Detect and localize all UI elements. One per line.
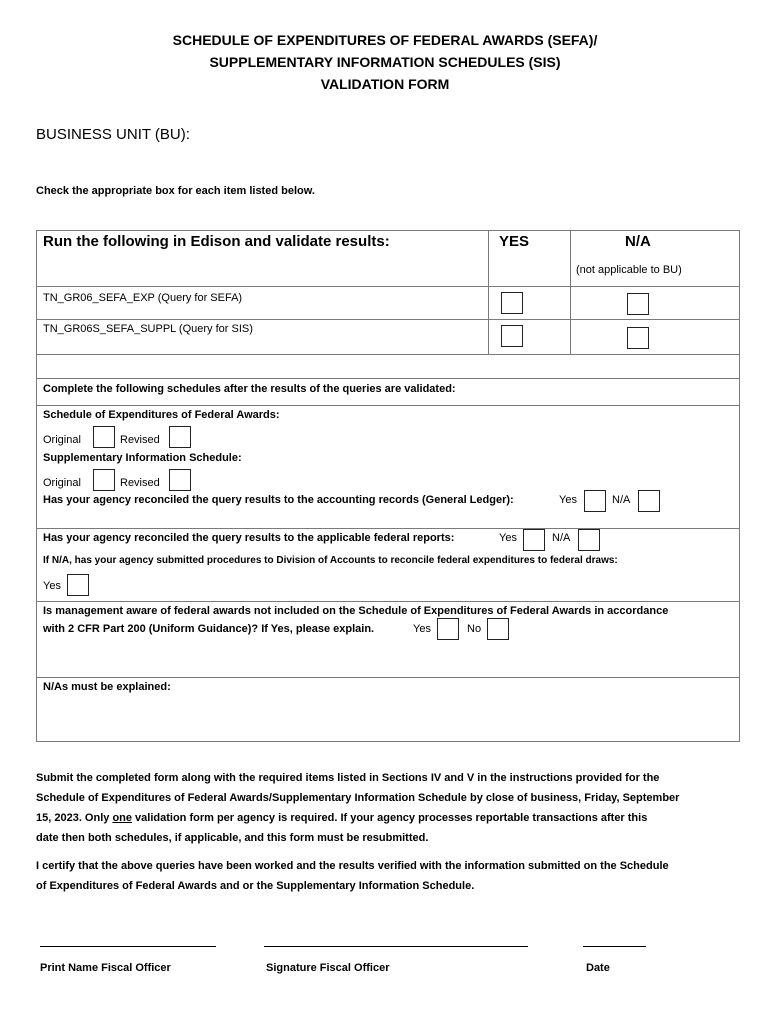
na-procedures-yes-checkbox[interactable] <box>67 574 89 596</box>
reconciled-fed-question: Has your agency reconciled the query results to the applicable federal reports: <box>43 532 455 544</box>
certify-line2: of Expenditures of Federal Awards and or the Supplementary Information Schedule. <box>36 880 475 892</box>
signature-label: Signature Fiscal Officer <box>266 962 390 974</box>
submit-line3-underlined: one <box>112 812 132 824</box>
submit-line4: date then both schedules, if applicable, and this form must be resubmitted. <box>36 832 429 844</box>
instruction-text: Check the appropriate box for each item listed below. <box>36 185 315 197</box>
query-sis-na-checkbox[interactable] <box>627 327 649 349</box>
table-header-na: N/A <box>625 233 651 250</box>
row-divider <box>37 286 739 287</box>
date-label: Date <box>586 962 610 974</box>
form-title-line1: SCHEDULE OF EXPENDITURES OF FEDERAL AWARDS (SEFA)/ <box>172 32 598 48</box>
query-sis-label: TN_GR06S_SEFA_SUPPL (Query for SIS) <box>43 323 253 335</box>
sis-revised-checkbox[interactable] <box>169 469 191 491</box>
certify-paragraph <box>36 856 740 896</box>
submit-line3 <box>36 808 740 828</box>
column-divider-yes <box>488 231 489 354</box>
sis-original-checkbox[interactable] <box>93 469 115 491</box>
certify-line1: I certify that the above queries have been worked and the results verified with the information submitted on the Schedule <box>36 860 669 872</box>
sis-heading: Supplementary Information Schedule: <box>43 452 242 464</box>
sefa-heading: Schedule of Expenditures of Federal Awards: <box>43 409 280 421</box>
form-title-line2: SUPPLEMENTARY INFORMATION SCHEDULES (SIS) <box>209 54 561 70</box>
column-divider-na <box>570 231 571 354</box>
row-divider <box>37 354 739 355</box>
mgmt-aware-question-line1: Is management aware of federal awards not included on the Schedule of Expenditures of Federal Awards in accordance <box>43 605 669 617</box>
table-header-yes: YES <box>499 233 530 250</box>
row-divider <box>37 405 739 406</box>
reconciled-gl-na-checkbox[interactable] <box>638 490 660 512</box>
submit-line3-a: 15, 2023. Only <box>36 812 113 824</box>
sis-original-label: Original <box>43 477 81 489</box>
table-header-na-note: (not applicable to BU) <box>576 264 682 276</box>
row-divider <box>37 601 739 602</box>
row-divider <box>37 528 739 529</box>
mgmt-aware-yes-label: Yes <box>413 623 431 635</box>
reconciled-fed-yes-label: Yes <box>499 532 517 544</box>
reconciled-fed-na-checkbox[interactable] <box>578 529 600 551</box>
row-divider <box>37 677 739 678</box>
reconciled-gl-na-label: N/A <box>612 494 631 506</box>
complete-schedules-text: Complete the following schedules after the results of the queries are validated: <box>43 383 456 395</box>
query-sefa-yes-checkbox[interactable] <box>501 292 523 314</box>
date-line[interactable] <box>583 946 646 947</box>
mgmt-aware-no-label: No <box>467 623 482 635</box>
validation-table <box>36 230 740 742</box>
query-sis-yes-checkbox[interactable] <box>501 325 523 347</box>
na-procedures-question: If N/A, has your agency submitted procedures to Division of Accounts to reconcile federal expenditures to federal draws: <box>43 555 618 566</box>
query-sefa-na-checkbox[interactable] <box>627 293 649 315</box>
reconciled-gl-yes-label: Yes <box>559 494 577 506</box>
print-name-label: Print Name Fiscal Officer <box>40 962 171 974</box>
sefa-original-checkbox[interactable] <box>93 426 115 448</box>
submit-line1: Submit the completed form along with the required items listed in Sections IV and V in the instructions provided for the <box>36 772 660 784</box>
sis-revised-label: Revised <box>120 477 160 489</box>
form-title-line3: VALIDATION FORM <box>320 76 450 92</box>
submit-paragraph <box>36 768 740 848</box>
reconciled-gl-yes-checkbox[interactable] <box>584 490 606 512</box>
reconciled-fed-yes-checkbox[interactable] <box>523 529 545 551</box>
row-divider <box>37 378 739 379</box>
submit-line2: Schedule of Expenditures of Federal Awards/Supplementary Information Schedule by close of business, Friday, September <box>36 792 680 804</box>
sefa-revised-checkbox[interactable] <box>169 426 191 448</box>
row-divider <box>37 319 739 320</box>
query-sefa-label: TN_GR06_SEFA_EXP (Query for SEFA) <box>43 292 243 304</box>
reconciled-fed-na-label: N/A <box>552 532 571 544</box>
mgmt-aware-question-line2: with 2 CFR Part 200 (Uniform Guidance)? If Yes, please explain. <box>43 623 375 635</box>
submit-line3-b: validation form per agency is required. If your agency processes reportable transactions after this <box>132 812 648 824</box>
na-procedures-yes-label: Yes <box>43 580 61 592</box>
signature-line[interactable] <box>264 946 528 947</box>
print-name-line[interactable] <box>40 946 216 947</box>
mgmt-aware-yes-checkbox[interactable] <box>437 618 459 640</box>
sefa-revised-label: Revised <box>120 434 160 446</box>
reconciled-gl-question: Has your agency reconciled the query results to the accounting records (General Ledger): <box>43 494 514 506</box>
table-header-main: Run the following in Edison and validate results: <box>43 233 390 250</box>
sefa-original-label: Original <box>43 434 81 446</box>
na-explained-label: N/As must be explained: <box>43 681 171 693</box>
mgmt-aware-no-checkbox[interactable] <box>487 618 509 640</box>
business-unit-label: BUSINESS UNIT (BU): <box>36 126 190 143</box>
